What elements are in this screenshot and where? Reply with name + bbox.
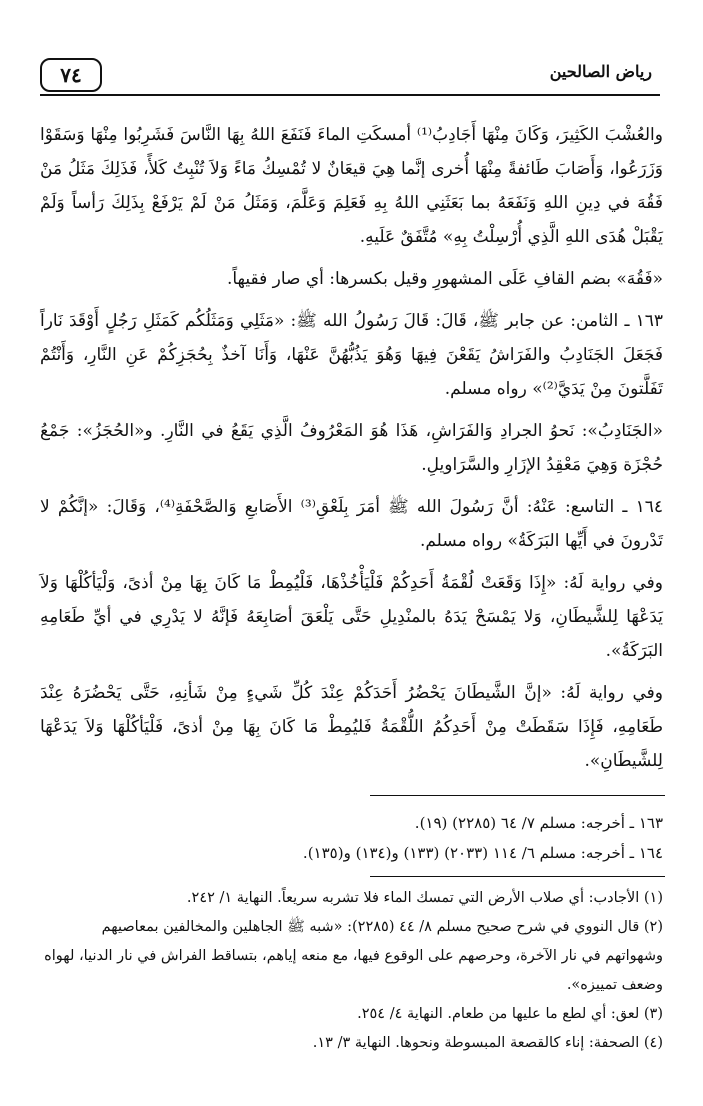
footnotes [40, 884, 663, 1058]
paragraph-riwaya-1: وفي رواية لَهُ: «إِذَا وَقَعَتْ لُقْمَةُ أَحَدِكُمْ فَلْيَأْخُذْهَا، فَلْيُمِطْ مَا كَانَ بِهَا مِنْ أذىً، وَلْيَأكُلْهَا وَلاَ يَدَعْهَا لِلشَّيطَانِ، وَلا يَمْسَحْ يَدَهُ بالمنْدِيلِ حَتَّى يَلْعَقَ أصَابِعَهُ فَإنَّهُ لا يَدْرِي في أيِّ طَعَامِهِ البَرَكَةُ». [40, 573, 663, 661]
paragraph-continuation: والعُشْبَ الكَثِيرَ، وَكَانَ مِنْهَا أَجَادِبُ⁽¹⁾ أمسكَتِ الماءَ فَنَفَعَ اللهُ بِهَا النَّاسَ فَشَرِبُوا مِنْهَا وَسَقَوْا وَزَرَعُوا، وَأَصَابَ طَائفةً مِنْهَا أُخرى إنَّما هِيَ قيعَانٌ لا تُمْسِكُ مَاءً وَلاَ تُنْبِتُ كَلأً، فَذَلِكَ مَثَلُ مَنْ فَقُهَ في دِينِ اللهِ وَنَفَعَهُ بما بَعَثَنِي اللهُ بِهِ فَعَلِمَ وَعَلَّمَ، وَمَثَلُ مَنْ لَمْ يَرْفَعْ بِذَلِكَ رَأساً وَلَمْ يَقْبَلْ هُدَى اللهِ الَّذِي أُرْسِلْتُ بِهِ» مُتَّفَقٌ عَلَيهِ. [40, 125, 663, 247]
paragraph-hadith-164: ١٦٤ ـ التاسع: عَنْهُ: أنَّ رَسُولَ الله ﷺ أمَرَ بِلَعْقِ⁽³⁾ الأَصَابعِ وَالصَّحْفَةِ⁽⁴⁾، وَقَالَ: «إنَّكُمْ لا تَدْرونَ في أَيِّها البَرَكَةُ» رواه مسلم. [40, 497, 663, 551]
main-text [40, 118, 663, 786]
hadith-sources [40, 808, 663, 868]
footnotes-divider [370, 876, 665, 877]
footnote: (١) الأجادب: أي صلاب الأرض التي تمسك الماء فلا تشربه سريعاً. النهاية ١/ ٢٤٢. [186, 890, 663, 906]
source-note: ١٦٣ ـ أخرجه: مسلم ٧/ ٦٤ (٢٢٨٥) (١٩). [414, 814, 663, 832]
footnote: (٤) الصحفة: إناء كالقصعة المبسوطة ونحوها. النهاية ٣/ ١٣. [312, 1035, 663, 1051]
footnote: (٣) لعق: أي لطع ما عليها من طعام. النهاية ٤/ ٢٥٤. [357, 1006, 663, 1022]
source-note: ١٦٤ ـ أخرجه: مسلم ٦/ ١١٤ (٢٠٣٣) (١٣٣) و(١٣٤) و(١٣٥). [302, 844, 663, 862]
sources-divider [370, 795, 665, 796]
paragraph-riwaya-2: وفي رواية لَهُ: «إنَّ الشَّيطَانَ يَحْضُرُ أَحَدَكُمْ عِنْدَ كُلِّ شَيءٍ مِنْ شَأنِهِ، حَتَّى يَحْضُرَهُ عِنْدَ طَعَامِهِ، فَإِذَا سَقَطَتْ مِنْ أَحَدِكُمُ اللُّقْمَةُ فَليُمِطْ مَا كَانَ بِهَا مِنْ أذىً، فَلْيَأكُلْهَا وَلاَ يَدَعْهَا لِلشَّيطَانِ». [40, 683, 663, 771]
paragraph-gloss-faquha: «فَقُهَ» بضم القافِ عَلَى المشهورِ وقيل بكسرها: أي صار فقيهاً. [226, 269, 663, 289]
paragraph-hadith-163: ١٦٣ ـ الثامن: عن جابر ﷺ، قَالَ: قَالَ رَسُولُ الله ﷺ: «مَثَلِي وَمَثَلُكُم كَمَثَلِ رَجُلٍ أَوْقَدَ نَاراً فَجَعَلَ الجَنَادِبُ والفَرَاشُ يَقَعْنَ فِيهَا وَهُوَ يَذُبُّهُنَّ عَنْهَا، وَأَنَا آخذٌ بِحُجَزِكُمْ عَنِ النَّارِ، وَأَنْتُمْ تَفَلَّتونَ مِنْ يَدَيَّ⁽²⁾» رواه مسلم. [40, 311, 663, 399]
footnote: (٢) قال النووي في شرح صحيح مسلم ٨/ ٤٤ (٢٢٨٥): «شبه ﷺ الجاهلين والمخالفين بمعاصيهم وشهواتهم في نار الآخرة، وحرصهم على الوقوع فيها، مع منعه إياهم، بتساقط الفراش في نار الدنيا، لهواه وضعف تمييزه». [44, 919, 663, 993]
header-rule [40, 94, 660, 96]
running-title: رياض الصالحين [549, 62, 652, 81]
page-header [40, 52, 660, 98]
paragraph-gloss-janadib: «الجَنَادِبُ»: نَحوُ الجرادِ وَالفَرَاشِ، هَذَا هُوَ المَعْرُوفُ الَّذِي يَقَعُ في النَّارِ. و«الحُجَزُ»: جَمْعُ حُجْزَة وَهِيَ مَعْقِدُ الإزَارِ والسَّرَاويلِ. [40, 421, 663, 475]
page-number: ٧٤ [40, 58, 102, 92]
